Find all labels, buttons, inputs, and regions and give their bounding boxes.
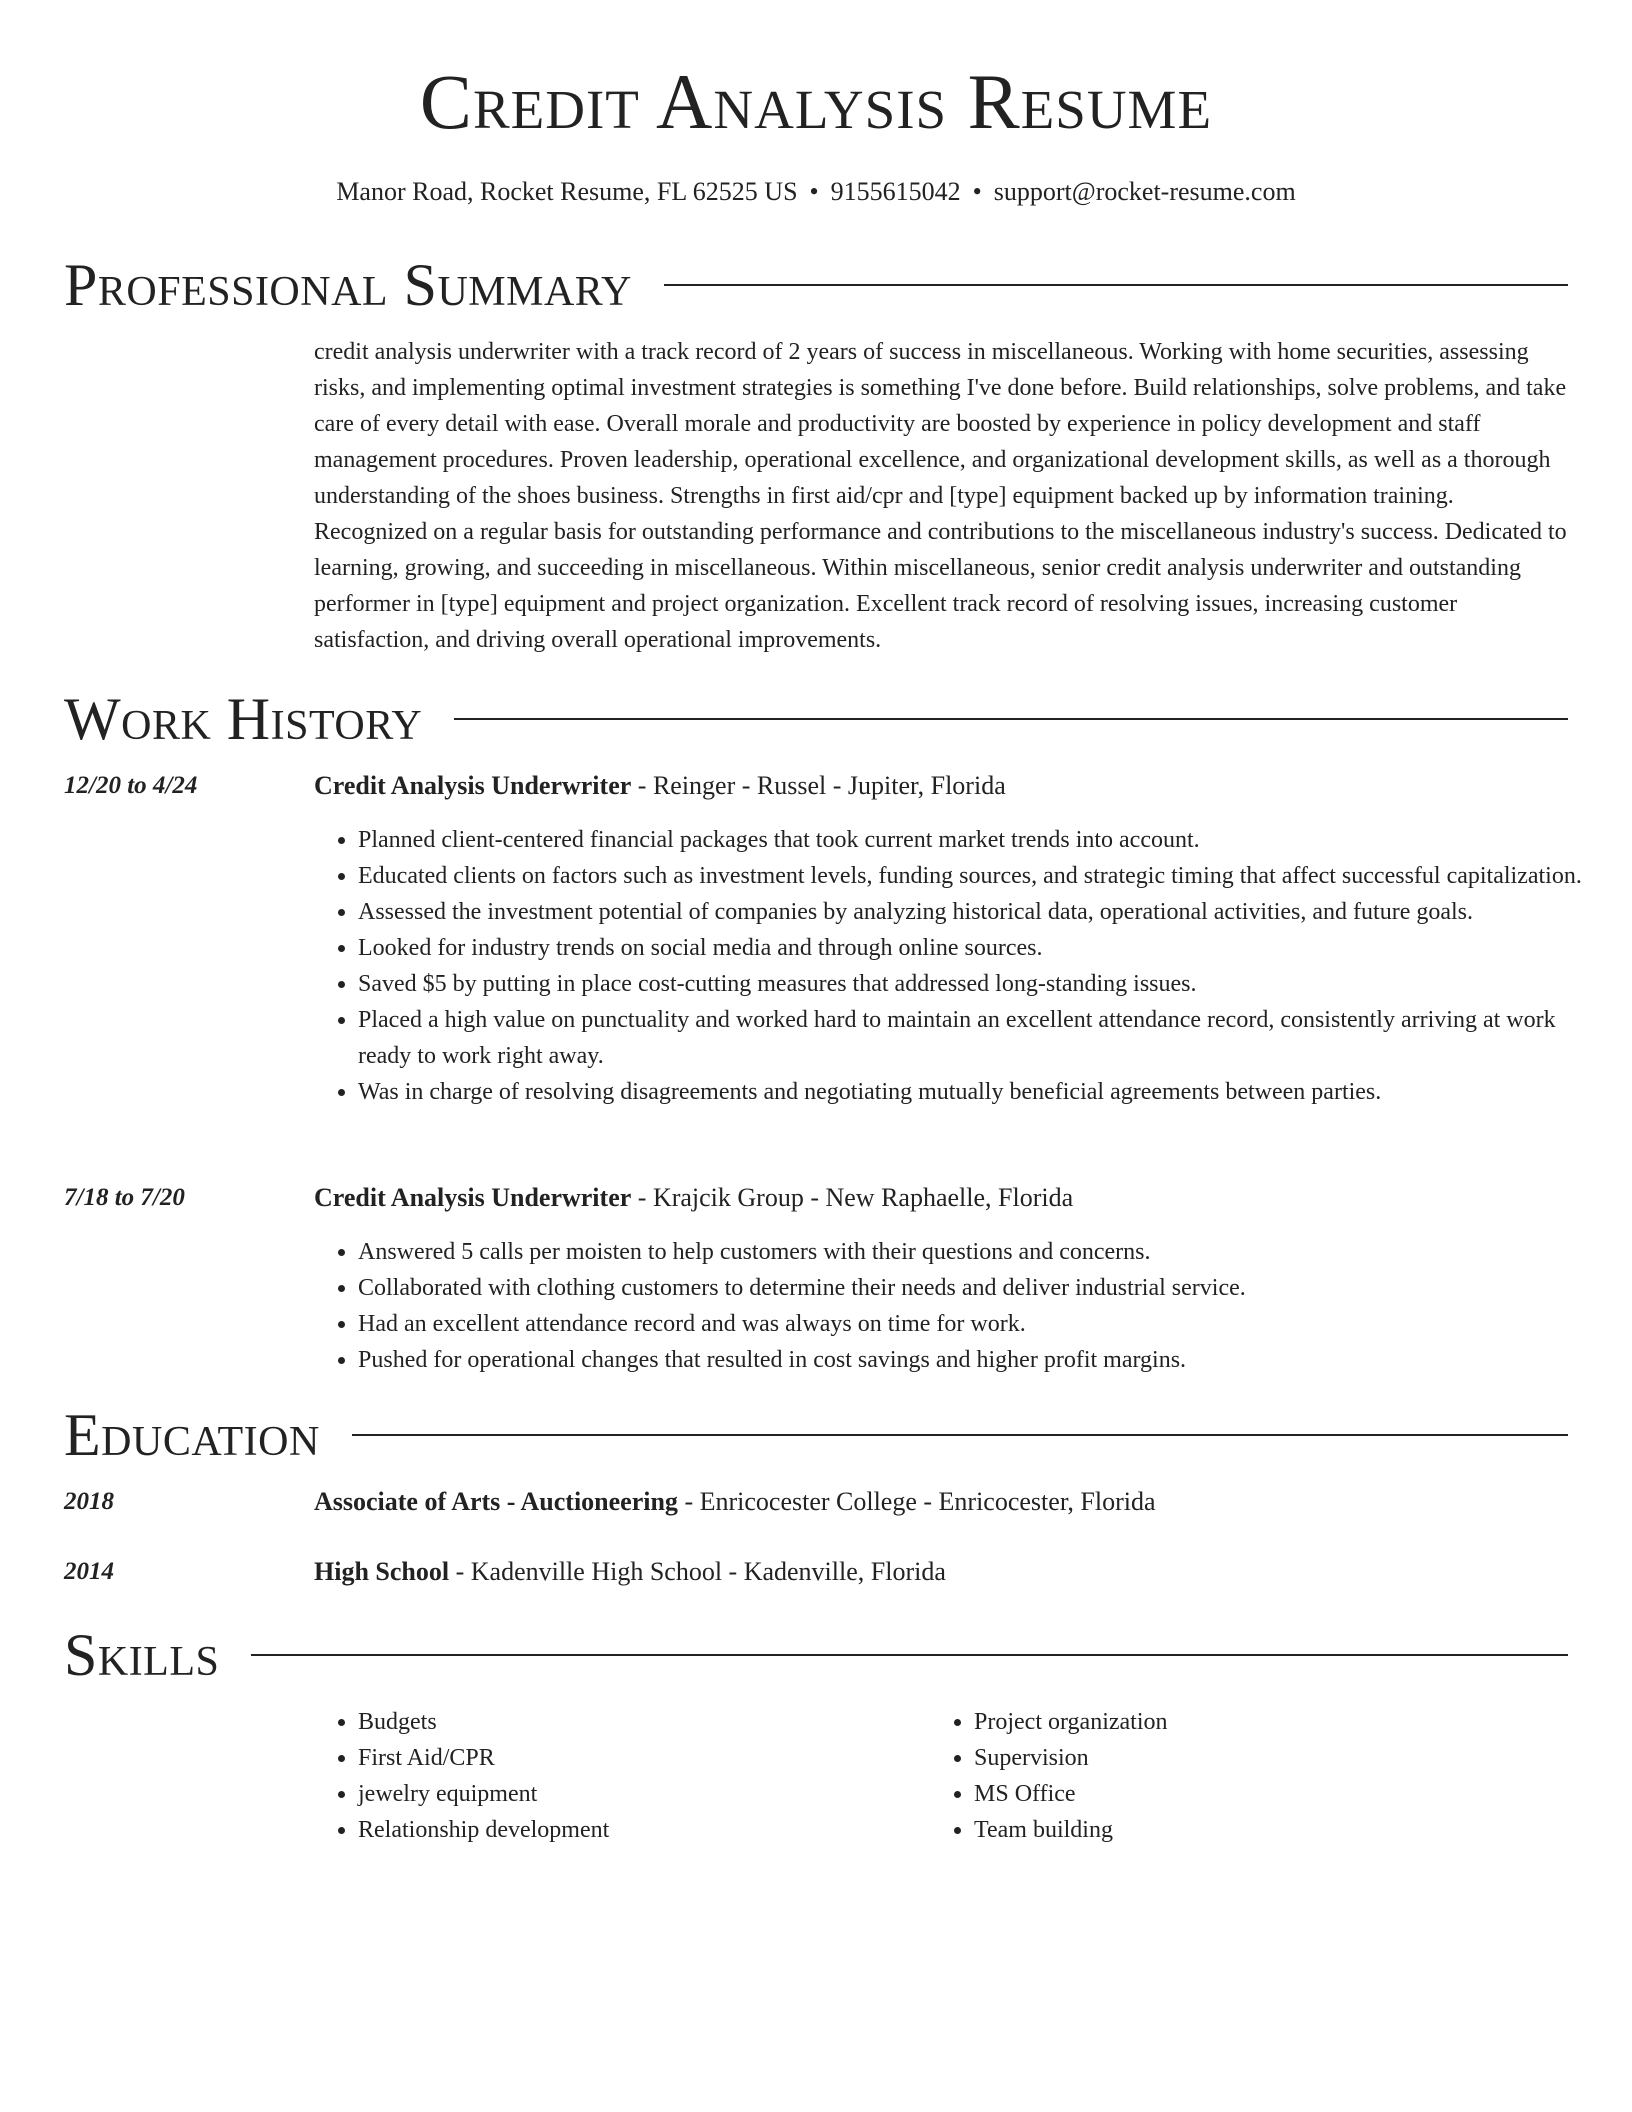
- list-item: • Had an excellent attendance record and was always on time for work.: [358, 1306, 1588, 1342]
- list-item: • Answered 5 calls per moisten to help customers with their questions and concerns.: [358, 1234, 1588, 1270]
- skill-item: • Budgets: [358, 1704, 918, 1740]
- separator: •: [809, 177, 819, 206]
- list-item: • Educated clients on factors such as investment levels, funding sources, and strategic timing that affect successful capitalization.: [358, 858, 1588, 894]
- degree: High School: [314, 1557, 450, 1586]
- list-item: • Placed a high value on punctuality and worked hard to maintain an excellent attendance record, consistently arriving at work ready to work right away.: [358, 1002, 1588, 1074]
- section-education-header: [64, 1400, 1568, 1470]
- list-item: • Pushed for operational changes that resulted in cost savings and higher profit margins.: [358, 1342, 1588, 1378]
- job-title: Credit Analysis Underwriter: [314, 1183, 632, 1212]
- education-year: 2014: [64, 1558, 114, 1585]
- degree: Associate of Arts - Auctioneering: [314, 1487, 678, 1516]
- section-heading: Skills: [64, 1622, 220, 1688]
- list-item: • Was in charge of resolving disagreements and negotiating mutually beneficial agreements between parties.: [358, 1074, 1588, 1110]
- section-work-header: [64, 684, 1568, 754]
- job-heading: [314, 1180, 1568, 1216]
- job-bullets: [314, 822, 1588, 1110]
- job-details: - Krajcik Group - New Raphaelle, Florida: [631, 1183, 1074, 1212]
- list-item: • Saved $5 by putting in place cost-cutting measures that addressed long-standing issues.: [358, 966, 1588, 1002]
- skills-list-left: [314, 1704, 918, 1848]
- list-item: • Assessed the investment potential of companies by analyzing historical data, operational activities, and future goals.: [358, 894, 1588, 930]
- school-details: - Kadenville High School - Kadenville, Florida: [449, 1557, 946, 1586]
- education-year: 2018: [64, 1488, 114, 1515]
- contact-line: [64, 174, 1568, 210]
- education-entry: [314, 1554, 1568, 1590]
- section-rule: [352, 1434, 1568, 1436]
- skill-item: • Supervision: [974, 1740, 1574, 1776]
- job-heading: [314, 768, 1568, 804]
- skill-item: • First Aid/CPR: [358, 1740, 918, 1776]
- list-item: • Planned client-centered financial packages that took current market trends into account.: [358, 822, 1588, 858]
- job-dates: 12/20 to 4/24: [64, 772, 198, 799]
- list-item: • Looked for industry trends on social media and through online sources.: [358, 930, 1588, 966]
- address: Manor Road, Rocket Resume, FL 62525 US: [336, 177, 798, 206]
- job-bullets: [314, 1234, 1588, 1378]
- skill-item: • Relationship development: [358, 1812, 918, 1848]
- section-heading: Education: [64, 1402, 320, 1468]
- school-details: - Enricocester College - Enricocester, Florida: [677, 1487, 1156, 1516]
- list-item: • Collaborated with clothing customers to determine their needs and deliver industrial service.: [358, 1270, 1588, 1306]
- job-details: - Reinger - Russel - Jupiter, Florida: [631, 771, 1006, 800]
- skill-item: • jewelry equipment: [358, 1776, 918, 1812]
- phone: 9155615042: [830, 177, 961, 206]
- resume-title: Credit Analysis Resume: [419, 58, 1213, 145]
- skills-list-right: [930, 1704, 1574, 1848]
- education-entry: [314, 1484, 1568, 1520]
- skill-item: • MS Office: [974, 1776, 1574, 1812]
- section-rule: [251, 1654, 1568, 1656]
- job-title: Credit Analysis Underwriter: [314, 771, 632, 800]
- email: support@rocket-resume.com: [993, 177, 1296, 206]
- section-rule: [664, 284, 1568, 286]
- section-rule: [454, 718, 1568, 720]
- separator: •: [972, 177, 982, 206]
- section-skills-header: [64, 1620, 1568, 1690]
- section-heading: Professional Summary: [64, 252, 632, 318]
- skill-item: • Team building: [974, 1812, 1574, 1848]
- section-summary-header: [64, 250, 1568, 320]
- section-heading: Work History: [64, 686, 423, 752]
- job-dates: 7/18 to 7/20: [64, 1184, 185, 1211]
- skill-item: • Project organization: [974, 1704, 1574, 1740]
- summary-text: credit analysis underwriter with a track record of 2 years of success in miscellaneous. Working with home securities, assessing risks, and implementing optimal investment strategies is something I've done before. Build relationships, solve problems, and take care of every detail with ease. Overall morale and productivity are boosted by experience in policy development and staff management procedures. Proven leadership, operational excellence, and organizational development skills, as well as a thorough understanding of the shoes business. Strengths in first aid/cpr and [type] equipment backed up by information training. Recognized on a regular basis for outstanding performance and contributions to the miscellaneous industry's success. Dedicated to learning, growing, and succeeding in miscellaneous. Within miscellaneous, senior credit analysis underwriter and outstanding performer in [type] equipment and project organization. Excellent track record of resolving issues, increasing customer satisfaction, and driving overall operational improvements.: [314, 339, 1567, 653]
